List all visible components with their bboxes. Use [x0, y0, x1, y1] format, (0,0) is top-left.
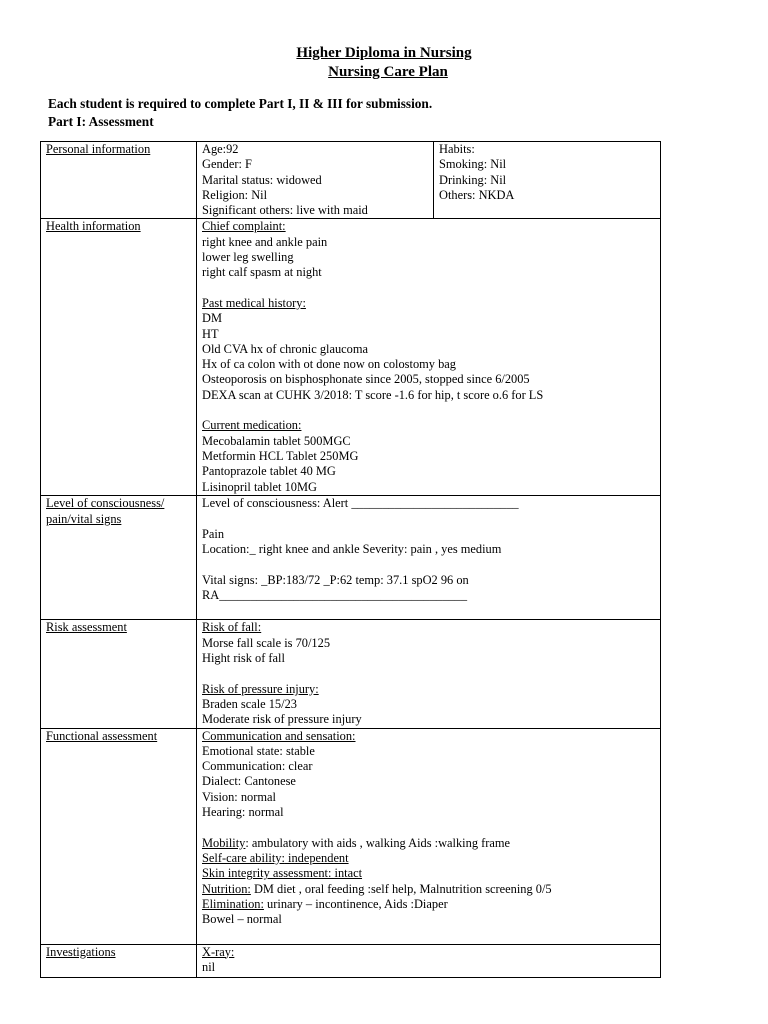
skin-integrity: Skin integrity assessment: intact — [202, 866, 363, 881]
document-title: Higher Diploma in Nursing — [296, 45, 472, 61]
label-cell — [41, 620, 197, 728]
nutrition-value: DM diet , oral feeding :self help, Malnutrition screening 0/5 — [250, 881, 552, 896]
medication-item: Lisinopril tablet 10MG — [202, 479, 317, 494]
pmh-item: Osteoporosis on bisphosphonate since 2005, stopped since 6/2005 — [202, 372, 530, 387]
habits-heading: Habits: — [439, 142, 475, 156]
communication-heading: Communication and sensation: — [202, 728, 356, 743]
self-care-value: independent — [284, 850, 349, 865]
chief-complaint-item: right knee and ankle pain — [202, 234, 328, 249]
row-health — [41, 219, 661, 496]
risk-label: Risk assessment — [46, 620, 127, 635]
investigations-details — [197, 944, 661, 977]
medication-item: Pantoprazole tablet 40 MG — [202, 464, 336, 479]
row-personal — [41, 142, 661, 219]
personal-label: Personal information — [46, 142, 151, 156]
pressure-risk-level: Moderate risk of pressure injury — [202, 712, 362, 727]
elimination-label: Elimination: — [202, 896, 264, 911]
medication-item: Mecobalamin tablet 500MGC — [202, 433, 351, 448]
elimination — [202, 897, 660, 912]
habits-cell — [434, 142, 661, 219]
mobility-label: Mobility — [202, 835, 246, 850]
pmh-item: DM — [202, 311, 222, 326]
nutrition-label: Nutrition: — [202, 881, 251, 896]
pmh-item: Hx of ca colon with ot done now on colostomy bag — [202, 357, 456, 372]
row-functional — [41, 728, 661, 944]
investigations-label: Investigations — [46, 944, 116, 959]
consciousness-label: Level of consciousness/ — [46, 496, 165, 511]
drinking: Drinking: Nil — [439, 172, 507, 187]
fall-scale: Morse fall scale is 70/125 — [202, 635, 331, 650]
chief-complaint-item: lower leg swelling — [202, 250, 294, 265]
self-care-label: Self-care ability: — [202, 850, 285, 865]
chief-complaint-heading: Chief complaint: — [202, 219, 286, 234]
chief-complaint-item: right calf spasm at night — [202, 265, 322, 280]
nutrition — [202, 882, 660, 897]
functional-label: Functional assessment — [46, 728, 158, 743]
gender: Gender: F — [202, 157, 252, 172]
pmh-item: DEXA scan at CUHK 3/2018: T score -1.6 for hip, t score o.6 for LS — [202, 387, 544, 402]
marital-status: Marital status: widowed — [202, 172, 322, 187]
functional-details — [197, 728, 661, 944]
emotional-state: Emotional state: stable — [202, 743, 315, 758]
communication: Communication: clear — [202, 759, 313, 774]
row-consciousness — [41, 496, 661, 620]
health-details — [197, 219, 661, 496]
age: Age:92 — [202, 142, 239, 156]
pain-location: Location:_ right knee and ankle Severity: pain , yes medium — [202, 542, 502, 557]
label-cell — [41, 496, 197, 620]
pain-heading: Pain — [202, 527, 225, 542]
dialect: Dialect: Cantonese — [202, 774, 296, 789]
row-investigations — [41, 944, 661, 977]
fall-risk-heading: Risk of fall: — [202, 620, 262, 635]
smoking: Smoking: Nil — [439, 157, 507, 172]
personal-details — [197, 142, 434, 219]
mobility — [202, 836, 660, 851]
level-of-consciousness: Level of consciousness: Alert ___________________________ — [202, 496, 519, 511]
elimination-value: urinary – incontinence, Aids :Diaper — [263, 896, 448, 911]
document-subtitle: Nursing Care Plan — [328, 64, 448, 80]
medication-item: Metformin HCL Tablet 250MG — [202, 448, 359, 463]
xray-value: nil — [202, 959, 216, 974]
mobility-value: : ambulatory with aids , walking Aids :walking frame — [245, 835, 511, 850]
consciousness-label-2: pain/vital signs — [46, 511, 122, 526]
braden-scale: Braden scale 15/23 — [202, 696, 297, 711]
vital-signs: Vital signs: _BP:183/72 _P:62 temp: 37.1 spO2 96 on — [202, 572, 469, 587]
others: Others: NKDA — [439, 187, 515, 202]
religion: Religion: Nil — [202, 187, 268, 202]
fall-risk-level: Hight risk of fall — [202, 651, 285, 666]
self-care — [202, 851, 660, 866]
consciousness-details — [197, 496, 661, 620]
significant-others: Significant others: live with maid — [202, 203, 368, 218]
label-cell — [41, 142, 197, 219]
row-risk — [41, 620, 661, 728]
assessment-table — [40, 141, 661, 978]
health-label: Health information — [46, 219, 141, 234]
label-cell — [41, 219, 197, 496]
vital-signs-cont: RA________________________________________ — [202, 588, 468, 603]
risk-details — [197, 620, 661, 728]
label-cell — [41, 944, 197, 977]
label-cell — [41, 728, 197, 944]
hearing: Hearing: normal — [202, 805, 284, 820]
vision: Vision: normal — [202, 789, 276, 804]
pmh-heading: Past medical history: — [202, 295, 306, 310]
xray-heading: X-ray: — [202, 944, 235, 959]
medication-heading: Current medication: — [202, 418, 302, 433]
instruction-text: Each student is required to complete Part I, II & III for submission. — [48, 96, 433, 111]
pmh-item: HT — [202, 326, 219, 341]
pmh-item: Old CVA hx of chronic glaucoma — [202, 341, 368, 356]
pressure-risk-heading: Risk of pressure injury: — [202, 681, 319, 696]
title-block — [0, 43, 768, 82]
part-heading: Part I: Assessment — [48, 114, 154, 129]
bowel: Bowel – normal — [202, 912, 282, 927]
